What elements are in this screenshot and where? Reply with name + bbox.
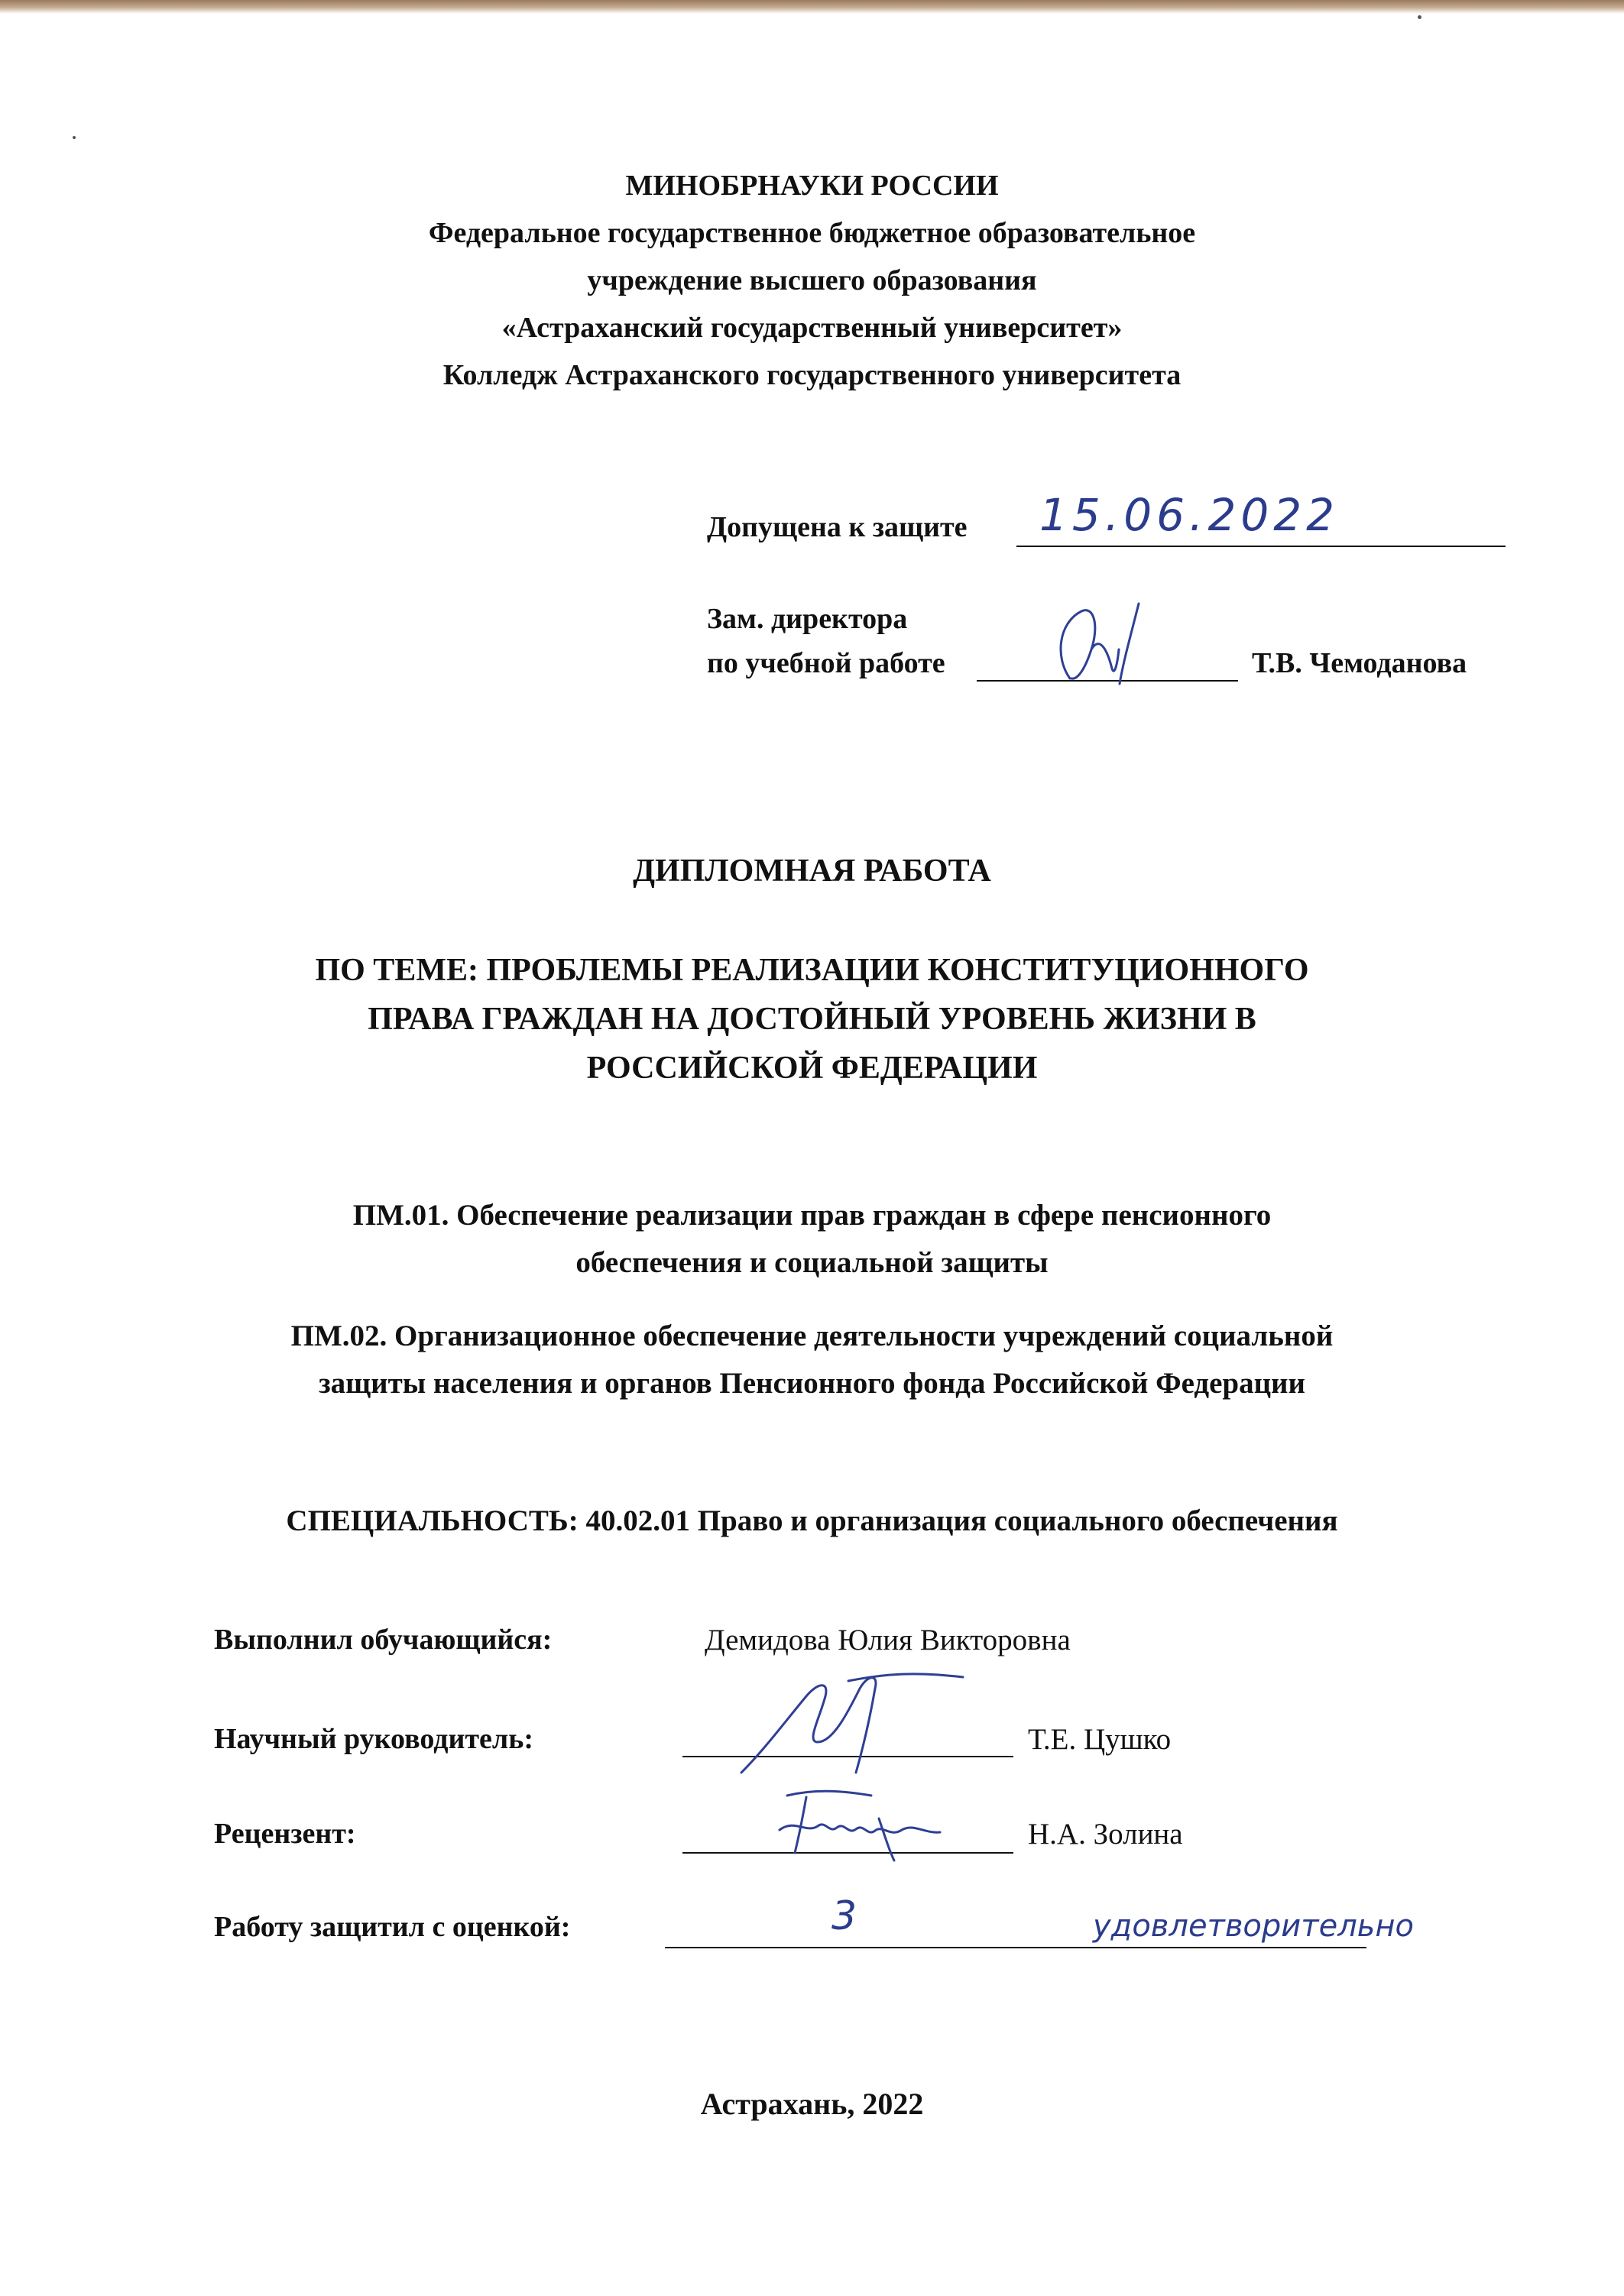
deputy-signature xyxy=(1024,581,1177,695)
work-topic xyxy=(0,946,1624,1093)
deputy-label-line-1: Зам. директора xyxy=(707,603,908,635)
deputy-label-line-2: по учебной работе xyxy=(707,647,945,679)
student-name: Демидова Юлия Викторовна xyxy=(705,1624,1071,1656)
ministry-name: МИНОБРНАУКИ РОССИИ xyxy=(625,170,999,202)
grade-number: 3 xyxy=(831,1893,857,1939)
pm02-line-1: ПМ.02. Организационное обеспечение деятельности учреждений социальной xyxy=(290,1320,1334,1352)
grade-line xyxy=(665,1947,1366,1948)
pm01-line-2: обеспечения и социальной защиты xyxy=(575,1246,1049,1279)
supervisor-label: Научный руководитель: xyxy=(214,1723,533,1755)
deputy-name: Т.В. Чемоданова xyxy=(1252,647,1467,679)
institution-line-2: учреждение высшего образования xyxy=(587,264,1037,296)
city-year: Астрахань, 2022 xyxy=(700,2087,924,2121)
topic-line-2: ПРАВА ГРАЖДАН НА ДОСТОЙНЫЙ УРОВЕНЬ ЖИЗНИ В xyxy=(368,1002,1256,1037)
supervisor-signature xyxy=(734,1666,978,1780)
institution-line-1: Федеральное государственное бюджетное образовательное xyxy=(428,217,1196,249)
college-name: Колледж Астраханского государственного университета xyxy=(442,359,1182,391)
module-pm01 xyxy=(0,1192,1624,1287)
specialty: СПЕЦИАЛЬНОСТЬ: 40.02.01 Право и организация социального обеспечения xyxy=(286,1504,1338,1537)
admitted-signature-line xyxy=(1016,546,1506,547)
topic-line-1: ПО ТЕМЕ: ПРОБЛЕМЫ РЕАЛИЗАЦИИ КОНСТИТУЦИОННОГО xyxy=(315,953,1309,988)
reviewer-name: Н.А. Золина xyxy=(1028,1818,1183,1851)
scan-speck xyxy=(73,136,76,139)
grade-label: Работу защитил с оценкой: xyxy=(214,1911,571,1943)
document-header xyxy=(0,162,1624,399)
university-name: «Астраханский государственный университет» xyxy=(501,312,1123,344)
scan-speck xyxy=(1418,15,1421,19)
topic-line-3: РОССИЙСКОЙ ФЕДЕРАЦИИ xyxy=(586,1051,1038,1086)
reviewer-label: Рецензент: xyxy=(214,1818,356,1850)
pm02-line-2: защиты населения и органов Пенсионного фонда Российской Федерации xyxy=(319,1367,1305,1400)
module-pm02 xyxy=(0,1313,1624,1407)
scan-edge xyxy=(0,0,1624,14)
admitted-label: Допущена к защите xyxy=(707,511,968,543)
student-label: Выполнил обучающийся: xyxy=(214,1624,553,1656)
work-type: ДИПЛОМНАЯ РАБОТА xyxy=(633,853,991,889)
supervisor-name: Т.Е. Цушко xyxy=(1028,1723,1172,1756)
grade-word: удовлетворительно xyxy=(1093,1909,1414,1944)
admitted-date: 15.06.2022 xyxy=(1039,489,1340,541)
reviewer-signature xyxy=(764,1773,963,1864)
pm01-line-1: ПМ.01. Обеспечение реализации прав граждан в сфере пенсионного xyxy=(352,1199,1272,1232)
